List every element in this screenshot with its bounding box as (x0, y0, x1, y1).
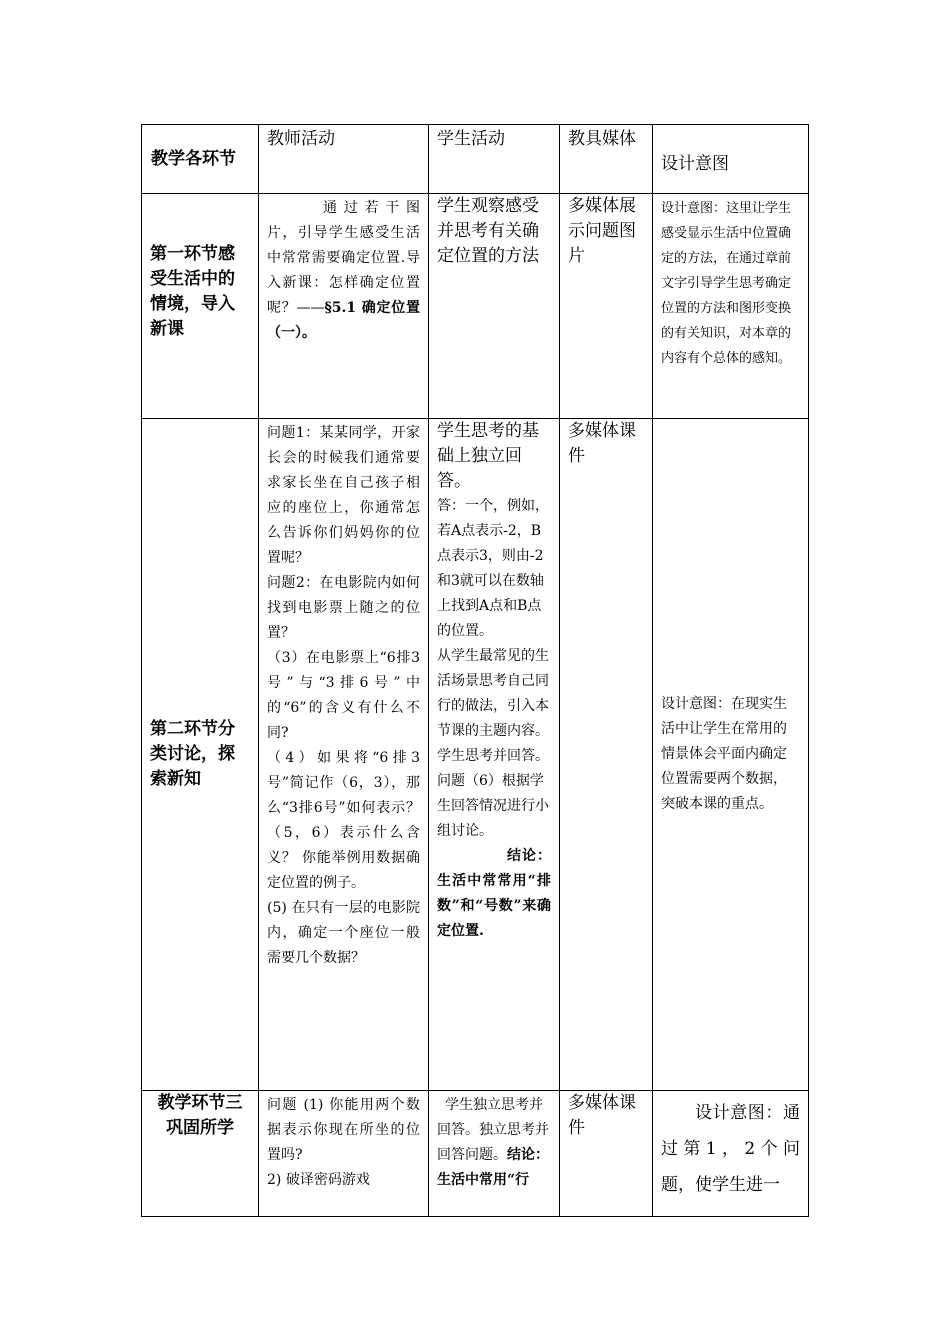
intent-3: 设计意图：通过第1，2个问题，使学生进一 (653, 1091, 809, 1217)
stage-2-label: 第二环节分类讨论，探索新知 (142, 419, 259, 1091)
header-intent: 设计意图 (653, 125, 809, 194)
teacher-question-2: 问题2：在电影院内如何找到电影票上随之的位置？ (267, 575, 420, 641)
teacher-question-1: 问题1：某某同学，开家长会的时候我们通常要求家长坐在自己孩子相应的座位上，你通常怎么告诉你们妈妈你的位置呢？ (267, 425, 420, 566)
teacher-question-4: （4）如果将“6排3号”简记作（6，3），那么“3排6号”如何表示？（5，6）表示什么含义？ 你能举例用数据确定位置的例子。 (267, 750, 420, 891)
stage-3-label: 教学环节三巩固所学 (142, 1091, 259, 1217)
intent-1: 设计意图：这里让学生感受显示生活中位置确定的方法，在通过章前文字引导学生思考确定位置的方法和图形变换的有关知识，对本章的内容有个总体的感知。 (653, 194, 809, 419)
student-scene-2: 从学生最常见的生活场景思考自己同行的做法，引入本节课的主题内容。 (437, 648, 549, 739)
teacher-activity-1-text: 通过若干图片，引导学生感受生活中常常需要确定位置.导入新课：怎样确定位置呢？—— (267, 200, 420, 316)
header-media: 教具媒体 (560, 125, 653, 194)
teacher-activity-3 (259, 1091, 429, 1217)
row-stage-1 (142, 194, 809, 419)
teacher-activity-2 (259, 419, 429, 1091)
header-stage: 教学各环节 (142, 125, 259, 194)
teacher-question-5: (5) 在只有一层的电影院内，确定一个座位一般需要几个数据？ (267, 900, 420, 966)
lesson-plan-table (141, 124, 809, 1217)
row-stage-3 (142, 1091, 809, 1217)
student-activity-2 (429, 419, 560, 1091)
teacher-activity-1 (259, 194, 429, 419)
header-teacher: 教师活动 (259, 125, 429, 194)
header-row (142, 125, 809, 194)
row-stage-2 (142, 419, 809, 1091)
student-activity-3-text: 学生独立思考并回答。独立思考并回答问题。 (437, 1097, 549, 1163)
media-1: 多媒体展示问题图片 (560, 194, 653, 419)
media-2: 多媒体课件 (560, 419, 653, 1091)
section-title: §5.1 确定位置（一）。 (267, 300, 420, 341)
student-activity-1: 学生观察感受并思考有关确定位置的方法 (429, 194, 560, 419)
student-answer-2: 答：一个，例如，若A点表示-2，B点表示3，则由-2和3就可以在数轴上找到A点和B点的位置。 (437, 498, 549, 639)
student-conclusion-2: 结论：生活中常常用“排数”和“号数”来确定位置. (437, 848, 551, 939)
header-student: 学生活动 (429, 125, 560, 194)
teacher-question-3: （3）在电影票上“6排3号”与“3排6号”中的“6”的含义有什么不同? (267, 650, 420, 741)
intent-2: 设计意图：在现实生活中让学生在常用的情景体会平面内确定位置需要两个数据，突破本课的重点。 (653, 419, 809, 1091)
teacher-question-3-2: 2) 破译密码游戏 (267, 1172, 370, 1188)
teacher-question-3-1: 问题 (1) 你能用两个数据表示你现在所坐的位置吗? (267, 1097, 420, 1163)
student-activity-3 (429, 1091, 560, 1217)
student-intro-2: 学生思考的基础上独立回答。 (437, 421, 539, 491)
media-3: 多媒体课件 (560, 1091, 653, 1217)
student-discussion-2: 学生思考并回答。问题（6）根据学生回答情况进行小组讨论。 (437, 748, 549, 839)
student-conclusion-3: 结论：生活中常用“行 (437, 1147, 549, 1188)
stage-1-label: 第一环节感受生活中的情境，导入新课 (142, 194, 259, 419)
